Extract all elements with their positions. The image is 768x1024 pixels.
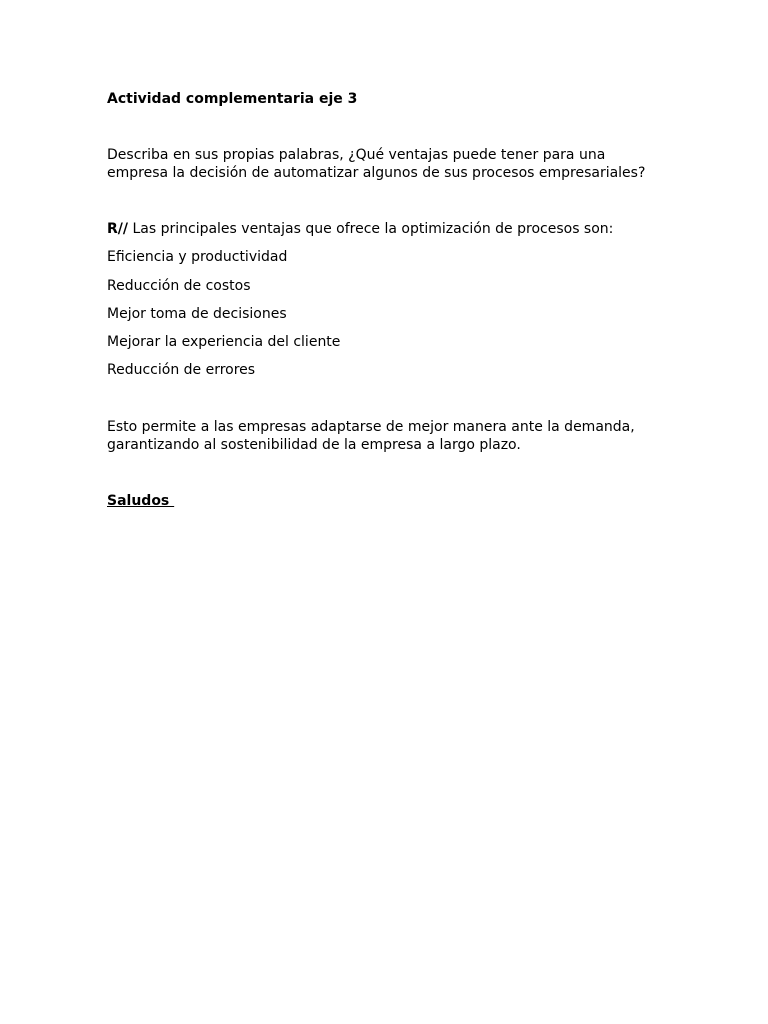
advantage-item: Mejorar la experiencia del cliente <box>107 334 341 350</box>
question-line-1: Describa en sus propias palabras, ¿Qué ventajas puede tener para una <box>107 147 606 163</box>
advantage-item: Eficiencia y productividad <box>107 249 288 265</box>
advantage-item: Reducción de errores <box>107 362 256 378</box>
answer-intro-text: Las principales ventajas que ofrece la optimización de procesos son: <box>128 221 614 237</box>
closing-text: Saludos <box>107 493 175 509</box>
conclusion-text <box>107 418 667 454</box>
answer-intro <box>107 220 667 238</box>
question-text <box>107 146 667 182</box>
advantage-item: Reducción de costos <box>107 278 251 294</box>
answer-prefix: R// <box>107 221 129 237</box>
advantage-item: Mejor toma de decisiones <box>107 306 287 322</box>
conclusion-line-1: Esto permite a las empresas adaptarse de mejor manera ante la demanda, <box>107 419 635 435</box>
conclusion-line-2: garantizando al sostenibilidad de la empresa a largo plazo. <box>107 437 521 453</box>
question-line-2: empresa la decisión de automatizar algunos de sus procesos empresariales? <box>107 165 646 181</box>
document-title: Actividad complementaria eje 3 <box>107 91 358 107</box>
